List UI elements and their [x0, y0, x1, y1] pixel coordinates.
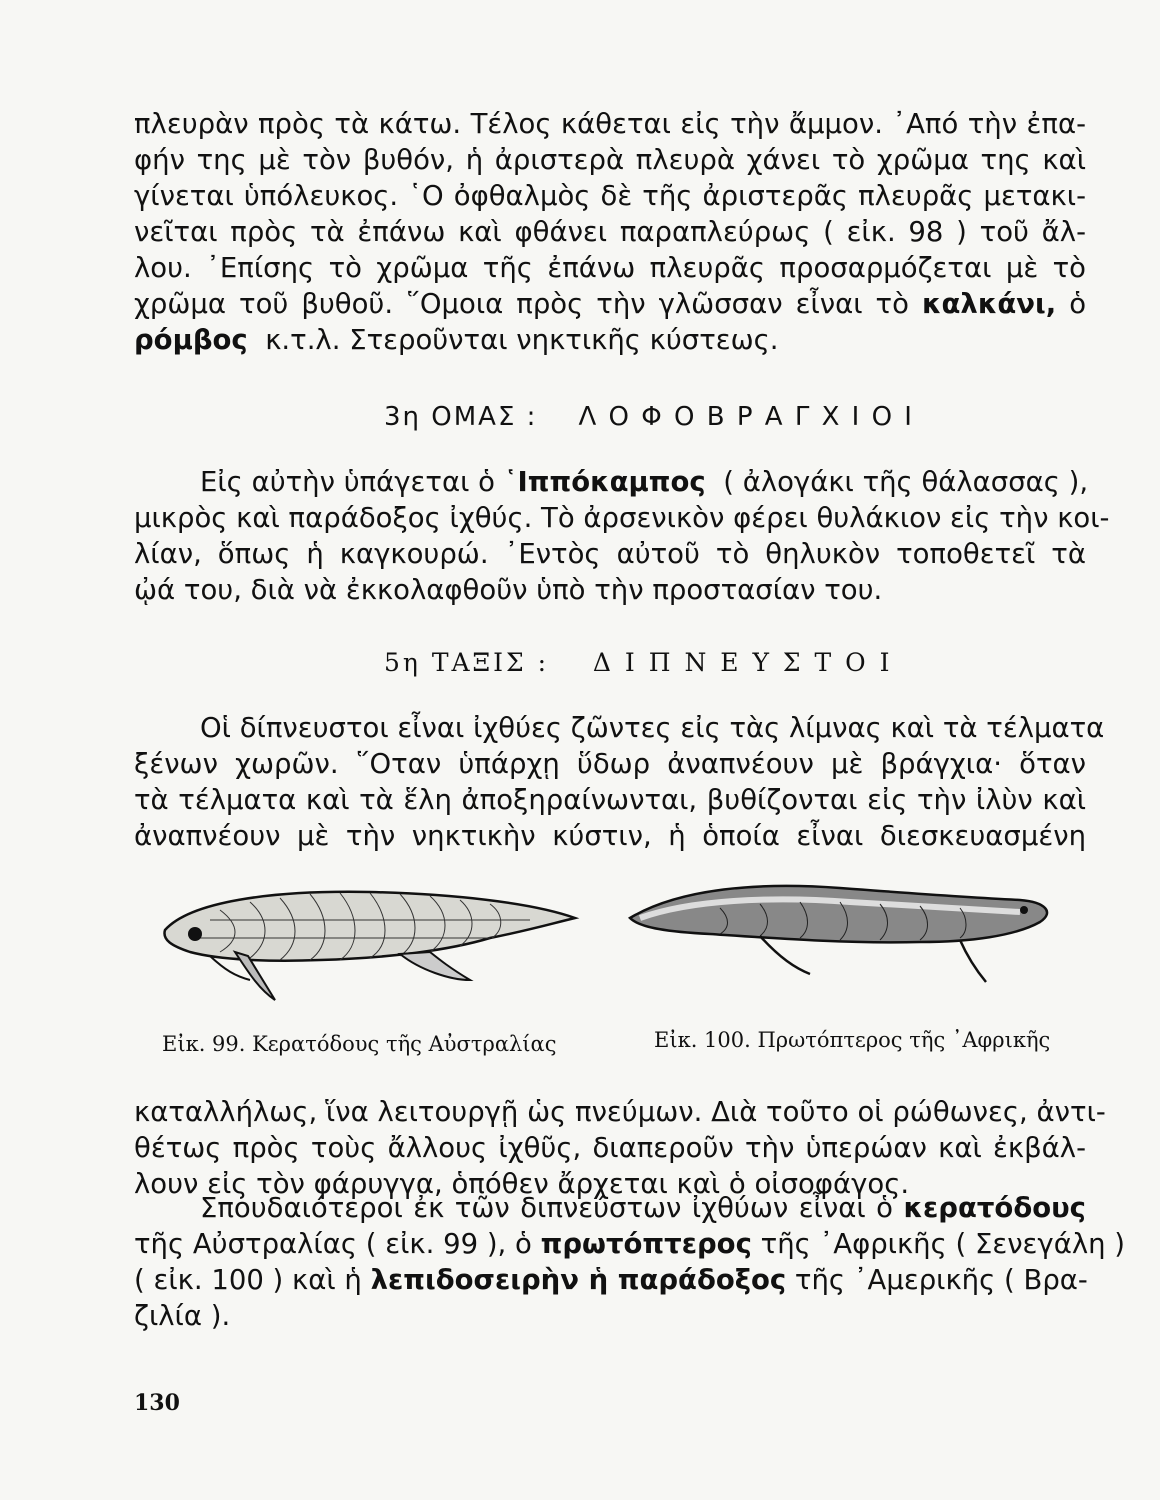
figure-100-caption: Εἰκ. 100. Πρωτόπτερος τῆς ᾿Αφρικῆς [654, 1028, 1051, 1052]
paragraph-flatfish [134, 106, 1086, 358]
text-line: πλευρὰν πρὸς τὰ κάτω. Τέλος κάθεται εἰς τὴν ἄμμον. ᾿Από τὴν ἐπα- [134, 108, 1086, 140]
text-span: τῆς ᾿Αφρικῆς ( Σενεγάλη ) [760, 1228, 1126, 1260]
text-line [134, 1190, 1086, 1226]
text-line [134, 1226, 1126, 1262]
text-span: τῆς ᾿Αμερικῆς ( Βρα- [794, 1264, 1088, 1296]
bold-term-protopteros: πρωτόπτερος [540, 1228, 752, 1260]
heading-title: Δ Ι Π Ν Ε Υ Σ Τ Ο Ι [592, 648, 893, 677]
bold-term-hippocampus: ῾Ιππόκαμπος [503, 466, 706, 498]
heading-title: Λ Ο Φ Ο Β Ρ Α Γ Χ Ι Ο Ι [578, 402, 914, 432]
bold-term-kalkani: καλκάνι, [921, 288, 1057, 320]
bold-term-keratodous: κερατόδους [903, 1192, 1086, 1224]
text-line: ᾠά του, διὰ νὰ ἐκκολαφθοῦν ὑπὸ τὴν προστασίαν του. [134, 574, 883, 606]
text-line [134, 322, 1086, 358]
text-line: λουν εἰς τὸν φάρυγγα, ὁπόθεν ἄρχεται καὶ ὁ οἰσοφάγος. [134, 1168, 910, 1200]
heading-prefix: 5η ΤΑΞΙΣ : [384, 648, 550, 677]
figure-99-ceratodus-illustration [150, 880, 590, 1010]
text-line: γίνεται ὑπόλευκος. ῾Ο ὀφθαλμὸς δὲ τῆς ἀριστερᾶς πλευρᾶς μετακι- [134, 180, 1086, 212]
text-line: ἀναπνέουν μὲ τὴν νηκτικὴν κύστιν, ἡ ὁποία εἶναι διεσκευασμένη [134, 820, 1086, 852]
text-span: Σπουδαιότεροι ἐκ τῶν διπνεύστων ἰχθύων εἶναι ὁ [200, 1192, 893, 1224]
text-span: χρῶμα τοῦ βυθοῦ. ῞Ομοια πρὸς τὴν γλῶσσαν εἶναι τὸ [134, 288, 909, 320]
figure-100-protopterus-illustration [620, 878, 1060, 988]
section-heading-lofovragchioi [384, 402, 914, 432]
paragraph-important-lungfish [134, 1190, 1126, 1334]
bold-term-lepidosiren: λεπιδοσειρὴν ἡ παράδοξος [370, 1264, 787, 1296]
text-span: ( ἀλογάκι τῆς θάλασσας ), [723, 466, 1089, 498]
paragraph-lungfish [134, 710, 1105, 854]
text-line [134, 464, 1089, 500]
bold-term-rombos: ρόμβος [134, 324, 248, 356]
text-line: καταλλήλως, ἵνα λειτουργῇ ὡς πνεύμων. Διὰ τοῦτο οἱ ρώθωνες, ἀντι- [134, 1096, 1106, 1128]
text-line: νεῖται πρὸς τὰ ἐπάνω καὶ φθάνει παραπλεύρως ( εἰκ. 98 ) τοῦ ἄλ- [134, 216, 1086, 248]
text-span: Εἰς αὐτὴν ὑπάγεται ὁ [200, 466, 495, 498]
paragraph-lungfish-cont [134, 1094, 1106, 1202]
text-span: κ.τ.λ. Στεροῦνται νηκτικῆς κύστεως. [265, 324, 779, 356]
text-span: ὁ [1069, 288, 1087, 320]
text-line [134, 1262, 1086, 1298]
text-line: ζιλία ). [134, 1300, 231, 1332]
text-line: φήν της μὲ τὸν βυθόν, ἡ ἀριστερὰ πλευρὰ χάνει τὸ χρῶμα της καὶ [134, 144, 1086, 176]
text-span: ( εἰκ. 100 ) καὶ ἡ [134, 1264, 362, 1296]
text-line: λίαν, ὅπως ἡ καγκουρώ. ᾿Εντὸς αὐτοῦ τὸ θηλυκὸν τοποθετεῖ τὰ [134, 538, 1086, 570]
page-number: 130 [134, 1390, 180, 1416]
text-span: τῆς Αὐστραλίας ( εἰκ. 99 ), ὁ [134, 1228, 532, 1260]
heading-prefix: 3η ΟΜΑΣ : [384, 402, 538, 432]
figure-99-caption: Εἰκ. 99. Κερατόδους τῆς Αὐστραλίας [162, 1032, 557, 1056]
text-line: Οἱ δίπνευστοι εἶναι ἰχθύες ζῶντες εἰς τὰς λίμνας καὶ τὰ τέλματα [200, 712, 1105, 744]
text-line: λου. ᾿Επίσης τὸ χρῶμα τῆς ἐπάνω πλευρᾶς προσαρμόζεται μὲ τὸ [134, 252, 1086, 284]
paragraph-seahorse [134, 464, 1110, 608]
text-line: ξένων χωρῶν. ῞Οταν ὑπάρχῃ ὕδωρ ἀναπνέουν μὲ βράγχια· ὅταν [134, 748, 1086, 780]
text-line: θέτως πρὸς τοὺς ἄλλους ἰχθῦς, διαπεροῦν τὴν ὑπερώαν καὶ ἐκβάλ- [134, 1132, 1086, 1164]
text-line [134, 286, 1086, 322]
section-heading-dipneustoi [384, 648, 892, 677]
text-line: τὰ τέλματα καὶ τὰ ἕλη ἀποξηραίνωνται, βυθίζονται εἰς τὴν ἰλὺν καὶ [134, 784, 1086, 816]
text-line: μικρὸς καὶ παράδοξος ἰχθύς. Τὸ ἀρσενικὸν φέρει θυλάκιον εἰς τὴν κοι- [134, 502, 1110, 534]
